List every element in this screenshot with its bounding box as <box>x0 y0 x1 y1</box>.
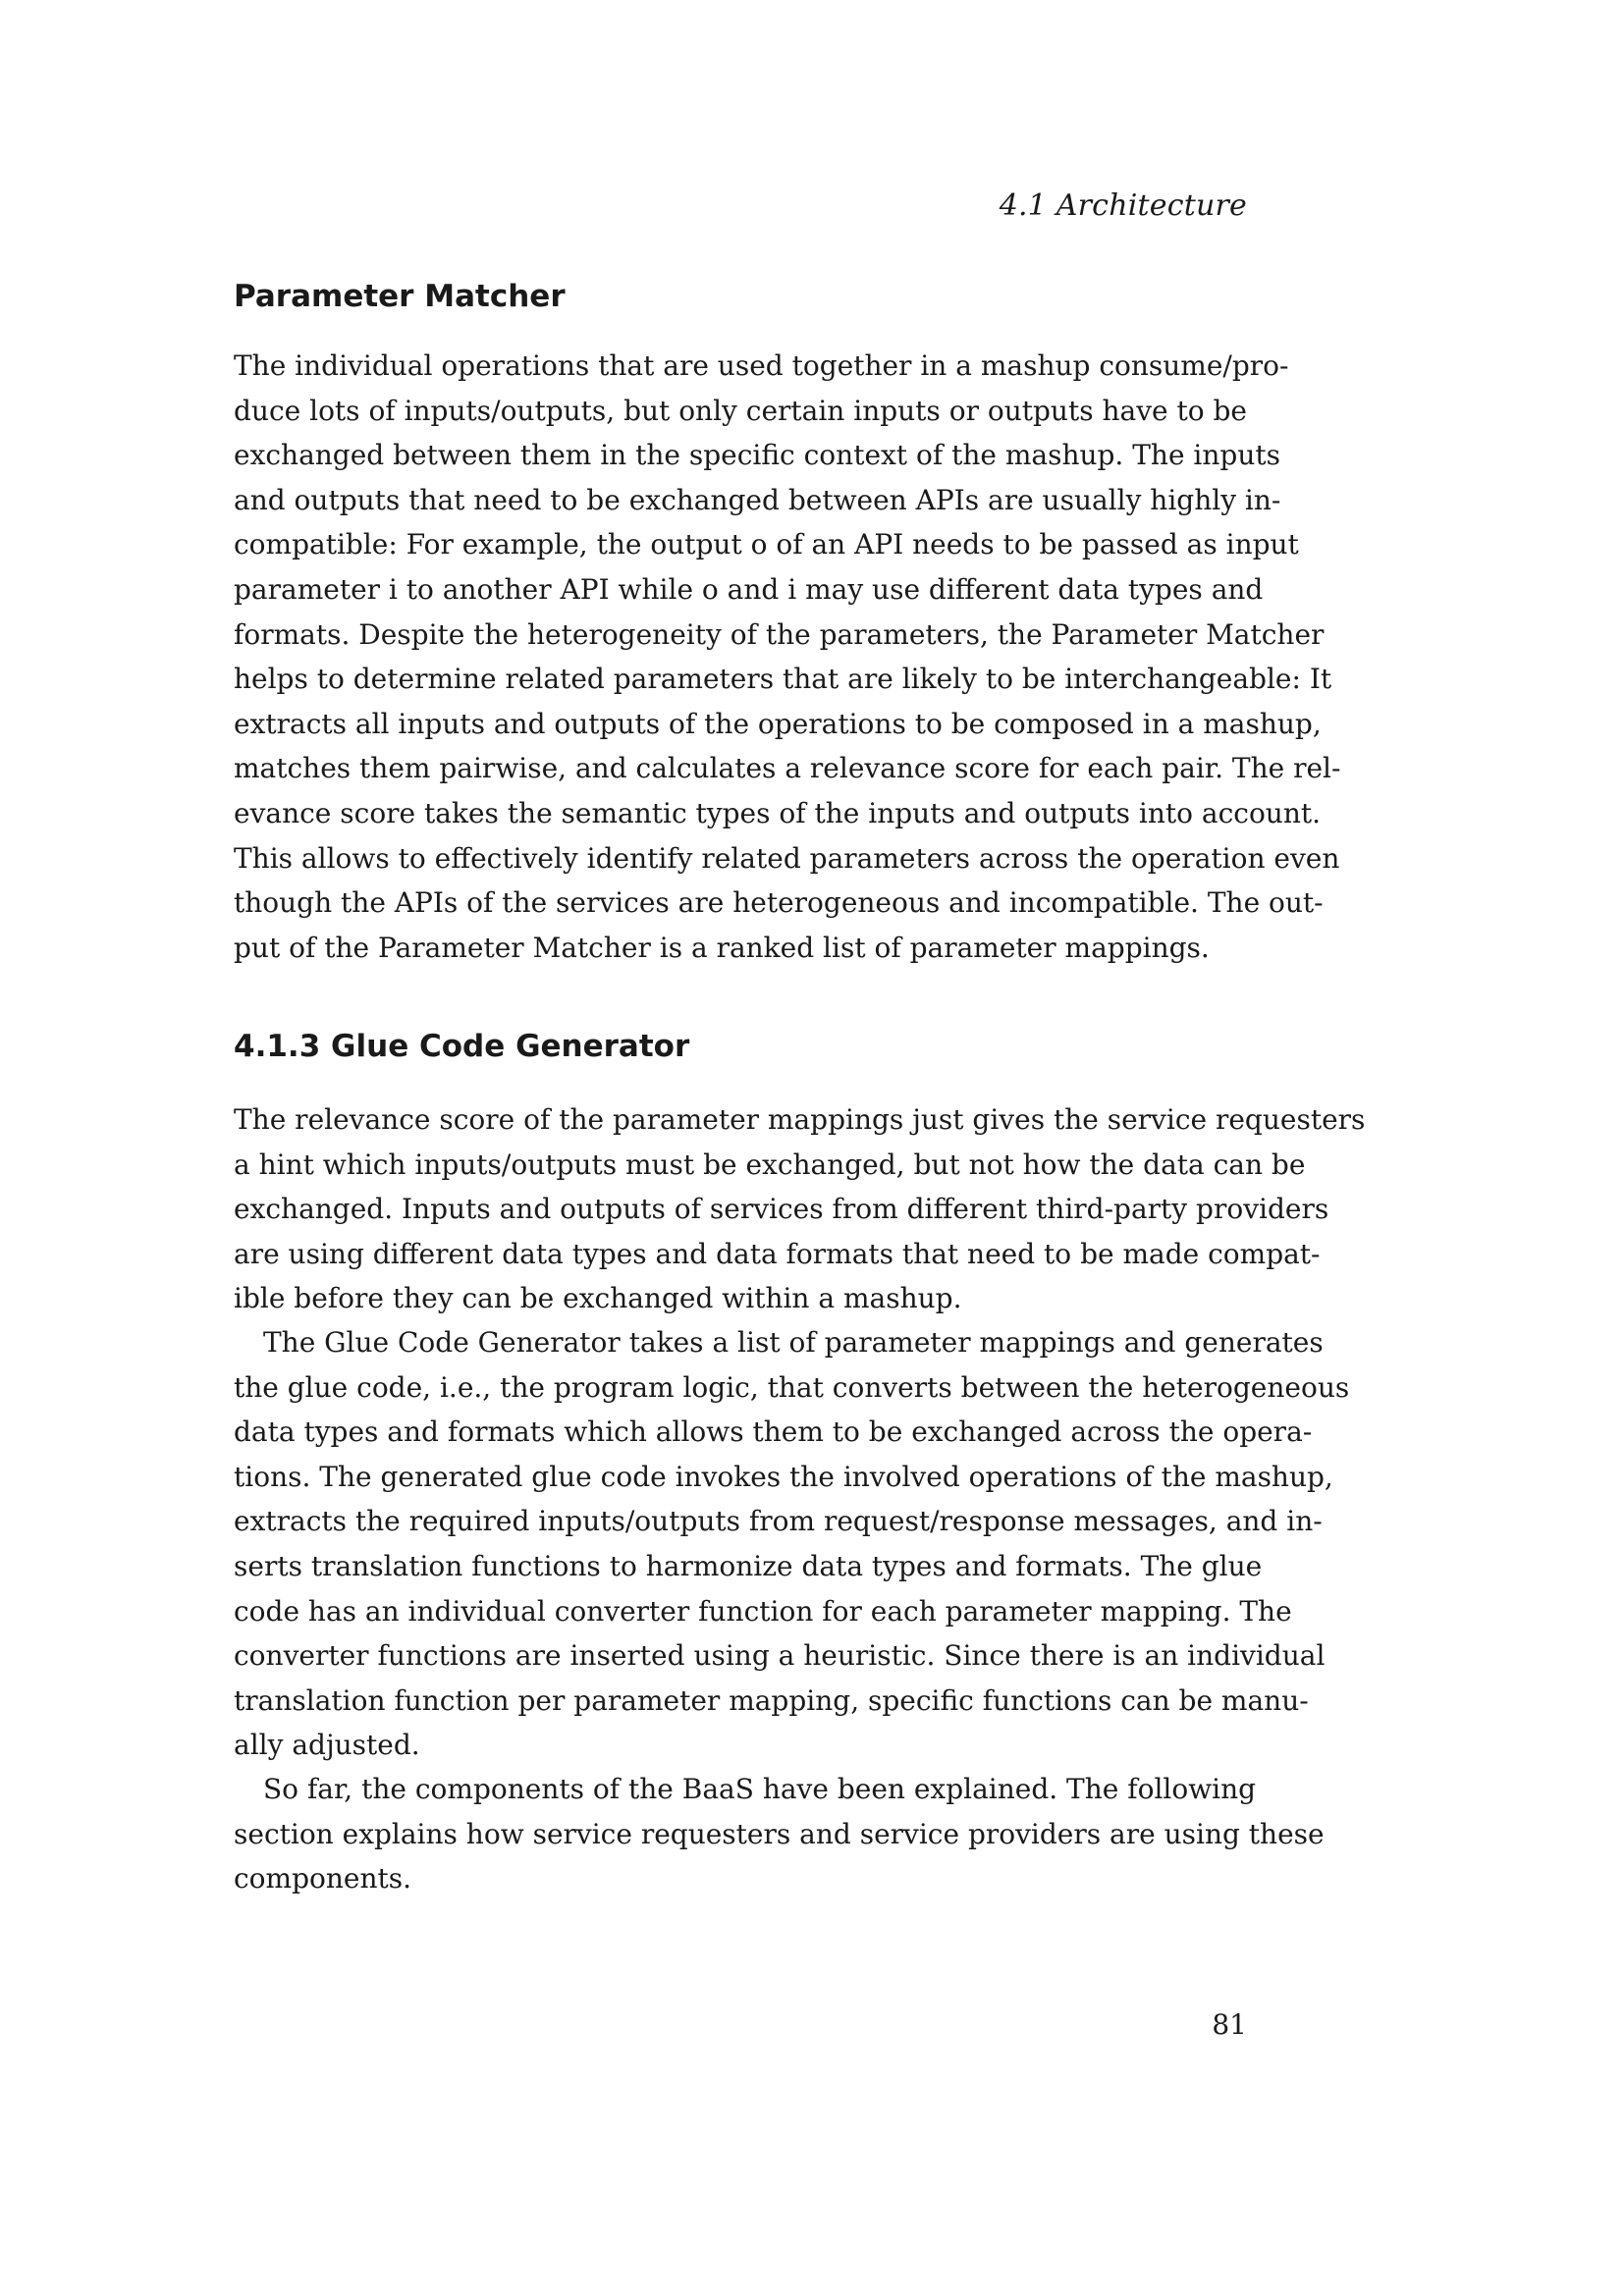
text-line: The individual operations that are used together in a mashup consume/pro- <box>234 349 1289 382</box>
text-line: though the APIs of the services are heterogeneous and incompatible. The out- <box>234 886 1324 920</box>
text-line: the glue code, i.e., the program logic, that converts between the heterogeneous <box>234 1370 1350 1404</box>
text-line: formats. Despite the heterogeneity of the parameters, the Parameter Matcher <box>234 617 1325 651</box>
text-line: section explains how service requesters and service providers are using these <box>234 1817 1325 1850</box>
text-line: and outputs that need to be exchanged between APIs are usually highly in- <box>234 483 1281 516</box>
text-line: are using different data types and data formats that need to be made compat- <box>234 1237 1321 1270</box>
text-line: tions. The generated glue code invokes the involved operations of the mashup, <box>234 1460 1333 1493</box>
text-line: parameter i to another API while o and i may use different data types and <box>234 572 1264 606</box>
text-line: extracts all inputs and outputs of the operations to be composed in a mashup, <box>234 707 1322 740</box>
text-line: evance score takes the semantic types of the inputs and outputs into account. <box>234 796 1322 829</box>
text-line: helps to determine related parameters that are likely to be interchangeable: It <box>234 663 1332 696</box>
running-head: 4.1 Architecture <box>999 188 1247 223</box>
parameter-matcher-paragraph <box>234 344 1341 970</box>
glue-code-paragraph-1 <box>234 1097 1366 1321</box>
text-line: translation function per parameter mapping, specific functions can be manu- <box>234 1683 1309 1717</box>
text-line: ally adjusted. <box>234 1729 420 1762</box>
text-line: duce lots of inputs/outputs, but only certain inputs or outputs have to be <box>234 394 1247 427</box>
text-line: a hint which inputs/outputs must be exchanged, but not how the data can be <box>234 1148 1306 1181</box>
text-line: put of the Parameter Matcher is a ranked list of parameter mappings. <box>234 931 1210 964</box>
text-line: converter functions are inserted using a heuristic. Since there is an individual <box>234 1639 1326 1673</box>
section-title-glue-code-generator: 4.1.3 Glue Code Generator <box>234 1029 690 1064</box>
text-line: ible before they can be exchanged within a mashup. <box>234 1282 962 1315</box>
section-title-parameter-matcher: Parameter Matcher <box>234 279 566 314</box>
text-line: serts translation functions to harmonize data types and formats. The glue <box>234 1549 1263 1582</box>
text-line: This allows to effectively identify related parameters across the operation even <box>234 841 1340 875</box>
glue-code-paragraph-2 <box>234 1320 1350 1768</box>
text-line: matches them pairwise, and calculates a relevance score for each pair. The rel- <box>234 752 1341 785</box>
text-line: compatible: For example, the output o of an API needs to be passed as input <box>234 528 1299 561</box>
text-line: components. <box>234 1862 412 1896</box>
text-line: So far, the components of the BaaS have been explained. The following <box>263 1773 1257 1805</box>
text-line: code has an individual converter function for each parameter mapping. The <box>234 1594 1292 1628</box>
page-number: 81 <box>1212 2008 1247 2041</box>
text-line: The relevance score of the parameter mappings just gives the service requesters <box>234 1103 1366 1136</box>
text-line: exchanged between them in the specific context of the mashup. The inputs <box>234 439 1280 472</box>
text-line: data types and formats which allows them to be exchanged across the opera- <box>234 1415 1313 1449</box>
text-line: exchanged. Inputs and outputs of services from different third-party providers <box>234 1193 1329 1226</box>
glue-code-paragraph-3 <box>234 1767 1325 1901</box>
text-line: extracts the required inputs/outputs from request/response messages, and in- <box>234 1505 1323 1538</box>
text-line: The Glue Code Generator takes a list of parameter mappings and generates <box>263 1326 1324 1359</box>
